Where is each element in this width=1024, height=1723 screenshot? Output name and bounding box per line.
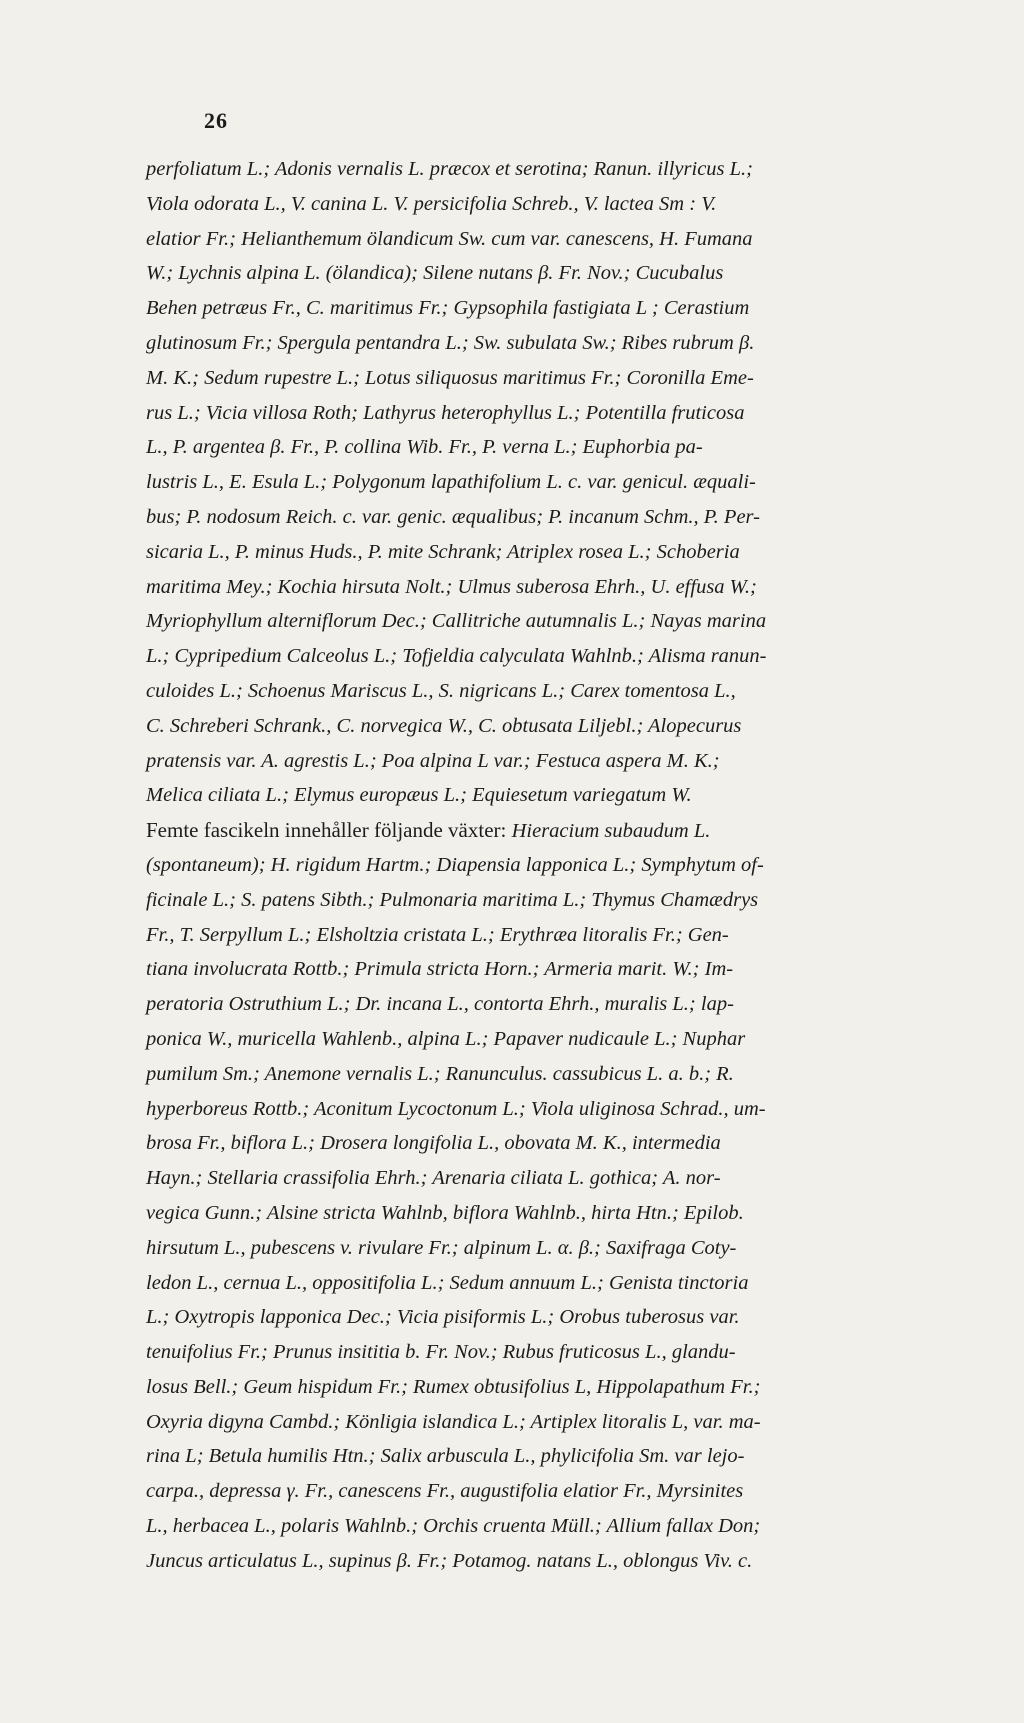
- text-body: [146, 152, 946, 1579]
- text-line: peratoria Ostruthium L.; Dr. incana L., contorta Ehrh., muralis L.; lap-: [146, 993, 734, 1016]
- text-line: culoides L.; Schoenus Mariscus L., S. nigricans L.; Carex tomentosa L.,: [146, 679, 736, 702]
- text-line: Hayn.; Stellaria crassifolia Ehrh.; Arenaria ciliata L. gothica; A. nor-: [146, 1167, 721, 1190]
- text-line: pumilum Sm.; Anemone vernalis L.; Ranunculus. cassubicus L. a. b.; R.: [146, 1062, 734, 1085]
- text-line: M. K.; Sedum rupestre L.; Lotus siliquosus maritimus Fr.; Coronilla Eme-: [146, 366, 754, 389]
- text-line: hirsutum L., pubescens v. rivulare Fr.; alpinum L. α. β.; Saxifraga Coty-: [146, 1236, 737, 1259]
- text-line: perfoliatum L.; Adonis vernalis L. præcox et serotina; Ranun. illyricus L.;: [146, 158, 754, 180]
- text-line: glutinosum Fr.; Spergula pentandra L.; Sw. subulata Sw.; Ribes rubrum β.: [146, 331, 755, 354]
- text-line: W.; Lychnis alpina L. (ölandica); Silene nutans β. Fr. Nov.; Cucubalus: [146, 262, 724, 285]
- text-line: maritima Mey.; Kochia hirsuta Nolt.; Ulmus suberosa Ehrh., U. effusa W.;: [146, 575, 757, 598]
- text-line: Oxyria digyna Cambd.; Könligia islandica L.; Artiplex litoralis L, var. ma-: [146, 1410, 761, 1433]
- text-line: ficinale L.; S. patens Sibth.; Pulmonaria maritima L.; Thymus Chamædrys: [146, 888, 759, 911]
- text-line: losus Bell.; Geum hispidum Fr.; Rumex obtusifolius L, Hippolapathum Fr.;: [146, 1375, 761, 1398]
- text-line: ledon L., cernua L., oppositifolia L.; Sedum annuum L.; Genista tinctoria: [146, 1271, 749, 1294]
- paragraph-4th-fascicle: [146, 152, 946, 813]
- text-line: tiana involucrata Rottb.; Primula stricta Horn.; Armeria marit. W.; Im-: [146, 958, 734, 981]
- text-line: brosa Fr., biflora L.; Drosera longifolia L., obovata M. K., intermedia: [146, 1132, 721, 1155]
- text-line: vegica Gunn.; Alsine stricta Wahlnb, biflora Wahlnb., hirta Htn.; Epilob.: [146, 1201, 744, 1224]
- text-line: ponica W., muricella Wahlenb., alpina L.; Papaver nudicaule L.; Nuphar: [146, 1027, 746, 1050]
- page-number: 26: [204, 108, 228, 133]
- text-line: bus; P. nodosum Reich. c. var. genic. æqualibus; P. incanum Schm., P. Per-: [146, 505, 760, 528]
- text-line: Melica ciliata L.; Elymus europæus L.; Equiesetum variegatum W.: [146, 784, 692, 807]
- text-line: Behen petræus Fr., C. maritimus Fr.; Gypsophila fastigiata L ; Cerastium: [146, 297, 750, 320]
- text-line: Fr., T. Serpyllum L.; Elsholtzia cristata L.; Erythræa litoralis Fr.; Gen-: [146, 923, 729, 946]
- fascicle-intro-text: Femte fascikeln innehåller följande växter:: [146, 818, 512, 843]
- paragraph-5th-fascicle-opening-line: [146, 813, 946, 848]
- text-line: L.; Cypripedium Calceolus L.; Tofjeldia calyculata Wahlnb.; Alisma ranun-: [146, 645, 767, 668]
- text-line: lustris L., E. Esula L.; Polygonum lapathifolium L. c. var. genicul. æquali-: [146, 471, 756, 494]
- text-line: elatior Fr.; Helianthemum ölandicum Sw. cum var. canescens, H. Fumana: [146, 227, 753, 250]
- fascicle-first-species: Hieracium subaudum L.: [511, 820, 711, 843]
- text-line: L.; Oxytropis lapponica Dec.; Vicia pisiformis L.; Orobus tuberosus var.: [146, 1306, 740, 1329]
- paragraph-5th-fascicle: [146, 848, 946, 1579]
- text-line: tenuifolius Fr.; Prunus insititia b. Fr. Nov.; Rubus fruticosus L., glandu-: [146, 1341, 736, 1364]
- text-line: L., P. argentea β. Fr., P. collina Wib. Fr., P. verna L.; Euphorbia pa-: [146, 436, 703, 459]
- text-line: sicaria L., P. minus Huds., P. mite Schrank; Atriplex rosea L.; Schoberia: [146, 540, 740, 563]
- text-line: Viola odorata L., V. canina L. V. persicifolia Schreb., V. lactea Sm : V.: [146, 192, 717, 215]
- text-line: pratensis var. A. agrestis L.; Poa alpina L var.; Festuca aspera M. K.;: [146, 749, 720, 772]
- text-line: Juncus articulatus L., supinus β. Fr.; Potamog. natans L., oblongus Viv. c.: [146, 1549, 753, 1572]
- text-line: rina L; Betula humilis Htn.; Salix arbuscula L., phylicifolia Sm. var lejo-: [146, 1445, 745, 1468]
- text-line: carpa., depressa γ. Fr., canescens Fr., augustifolia elatior Fr., Myrsinites: [146, 1480, 744, 1503]
- text-line: (spontaneum); H. rigidum Hartm.; Diapensia lapponica L.; Symphytum of-: [146, 853, 764, 876]
- text-line: L., herbacea L., polaris Wahlnb.; Orchis cruenta Müll.; Allium fallax Don;: [146, 1515, 761, 1538]
- text-line: Myriophyllum alterniflorum Dec.; Callitriche autumnalis L.; Nayas marina: [146, 610, 767, 633]
- text-line: C. Schreberi Schrank., C. norvegica W., C. obtusata Liljebl.; Alopecurus: [146, 714, 742, 737]
- text-line: hyperboreus Rottb.; Aconitum Lycoctonum L.; Viola uliginosa Schrad., um-: [146, 1097, 766, 1120]
- text-line: rus L.; Vicia villosa Roth; Lathyrus heterophyllus L.; Potentilla fruticosa: [146, 401, 745, 424]
